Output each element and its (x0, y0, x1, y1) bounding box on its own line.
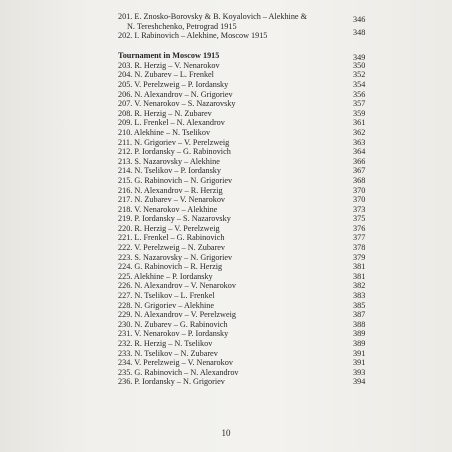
game-title: 236. P. Iordansky – N. Grigoriev (118, 377, 225, 387)
game-page-number: 361 (353, 118, 366, 128)
game-page-number: 391 (353, 358, 366, 368)
game-page-number: 381 (353, 262, 366, 272)
game-page-number: 370 (353, 185, 366, 195)
game-page-number: 387 (353, 310, 366, 320)
game-page-number: 352 (353, 70, 366, 80)
contents-entry (118, 12, 380, 22)
game-page-number: 373 (353, 204, 366, 214)
game-page-number: 391 (353, 348, 366, 358)
game-title: 235. G. Rabinovich – N. Alexandrov (118, 367, 239, 377)
entry-page-number: 348 (353, 28, 366, 38)
game-page-number: 388 (353, 319, 366, 329)
entry-title: 202. I. Rabinovich – Alekhine, Moscow 1915 (118, 31, 268, 41)
game-entry (118, 90, 380, 100)
game-entry (118, 157, 380, 167)
game-entry (118, 262, 380, 272)
game-page-number: 367 (353, 166, 366, 176)
game-title: 228. N. Grigoriev – Alekhine (118, 300, 214, 310)
game-page-number: 375 (353, 214, 366, 224)
game-entry (118, 80, 380, 90)
game-page-number: 378 (353, 243, 366, 253)
game-page-number: 383 (353, 291, 366, 301)
game-entry (118, 349, 380, 359)
game-page-number: 356 (353, 89, 366, 99)
game-title: 210. Alekhine – N. Tselikov (118, 127, 211, 137)
game-page-number: 385 (353, 300, 366, 310)
game-title: 221. L. Frenkel – G. Rabinovich (118, 233, 225, 243)
game-entry (118, 70, 380, 80)
game-entry (118, 61, 380, 71)
game-title: 217. N. Zubarev – V. Nenarokov (118, 195, 226, 205)
game-entry (118, 272, 380, 282)
game-page-number: 354 (353, 79, 366, 89)
game-page-number: 364 (353, 147, 366, 157)
game-entry (118, 377, 380, 387)
game-entry (118, 186, 380, 196)
game-page-number: 389 (353, 339, 366, 348)
game-page-number: 393 (353, 367, 366, 377)
game-title: 214. N. Tselikov – P. Iordansky (118, 166, 221, 176)
game-entry (118, 358, 380, 368)
game-title: 216. N. Alexandrov – R. Herzig (118, 185, 223, 195)
game-title: 209. L. Frenkel – N. Alexandrov (118, 118, 225, 128)
game-entry (118, 281, 380, 291)
entry-title: N. Tereshchenko, Petrograd 1915 (127, 21, 237, 31)
game-page-number: 362 (353, 127, 366, 137)
game-entry (118, 233, 380, 243)
game-title: 220. R. Herzig – V. Perelzweig (118, 223, 220, 233)
game-title: 215. G. Rabinovich – N. Grigoriev (118, 175, 233, 185)
game-title: 204. N. Zubarev – L. Frenkel (118, 70, 214, 80)
game-entry (118, 99, 380, 109)
game-title: 223. S. Nazarovsky – N. Grigoriev (118, 252, 233, 262)
game-title: 224. G. Rabinovich – R. Herzig (118, 262, 223, 272)
game-page-number: 379 (353, 252, 366, 262)
game-entry (118, 368, 380, 378)
game-title: 231. V. Nenarokov – P. Iordansky (118, 329, 229, 339)
game-page-number: 376 (353, 223, 366, 233)
game-entry (118, 310, 380, 320)
game-title: 207. V. Nenarokov – S. Nazarovsky (118, 99, 236, 109)
contents-entry (118, 28, 380, 41)
game-entry (118, 301, 380, 311)
entry-page-number: 346 (353, 15, 366, 24)
game-entry (118, 205, 380, 215)
contents-entry-continuation (118, 22, 380, 32)
game-entry (118, 320, 380, 330)
game-page-number: 350 (353, 60, 366, 70)
game-title: 206. N. Alexandrov – N. Grigoriev (118, 89, 233, 99)
game-title: 203. R. Herzig – V. Nenarokov (118, 60, 220, 70)
game-title: 213. S. Nazarovsky – Alekhine (118, 156, 220, 166)
game-page-number: 370 (353, 195, 366, 205)
entry-title: 201. E. Znosko-Borovsky & B. Koyalovich – Alekhine & (118, 12, 307, 21)
game-title: 218. V. Nenarokov – Alekhine (118, 204, 218, 214)
game-entry (118, 253, 380, 263)
game-entry (118, 291, 380, 301)
game-title: 208. R. Herzig – N. Zubarev (118, 108, 212, 118)
game-title: 233. N. Tselikov – N. Zubarev (118, 348, 218, 358)
game-title: 226. N. Alexandrov – V. Nenarokov (118, 281, 236, 291)
contents-list (118, 12, 380, 387)
game-page-number: 368 (353, 175, 366, 185)
section-heading (118, 50, 380, 61)
game-title: 227. N. Tselikov – L. Frenkel (118, 291, 215, 301)
game-entry (118, 195, 380, 205)
game-entry (118, 176, 380, 186)
game-entry (118, 118, 380, 128)
game-page-number: 382 (353, 281, 366, 291)
game-entry (118, 166, 380, 176)
game-title: 232. R. Herzig – N. Tselikov (118, 339, 213, 348)
page-number-footer: 10 (221, 428, 231, 438)
game-entry (118, 109, 380, 119)
game-title: 211. N. Grigoriev – V. Perelzweig (118, 137, 230, 147)
game-entry (118, 329, 380, 339)
game-page-number: 389 (353, 329, 366, 339)
game-page-number: 366 (353, 156, 366, 166)
game-page-number: 363 (353, 137, 366, 147)
game-title: 229. N. Alexandrov – V. Perelzweig (118, 310, 236, 320)
game-title: 219. P. Iordansky – S. Nazarovsky (118, 214, 231, 224)
game-title: 212. P. Iordansky – G. Rabinovich (118, 147, 231, 157)
game-entry (118, 138, 380, 148)
game-page-number: 381 (353, 271, 366, 281)
game-list (118, 61, 380, 387)
game-page-number: 377 (353, 233, 366, 243)
game-entry (118, 243, 380, 253)
game-entry (118, 339, 380, 349)
section-page-number: 349 (353, 52, 366, 62)
game-page-number: 357 (353, 99, 366, 109)
game-entry (118, 147, 380, 157)
game-entry (118, 224, 380, 234)
game-title: 225. Alekhine – P. Iordansky (118, 271, 213, 281)
game-title: 230. N. Zubarev – G. Rabinovich (118, 319, 228, 329)
game-entry (118, 214, 380, 224)
game-page-number: 394 (353, 377, 366, 387)
game-entry (118, 128, 380, 138)
section-title: Tournament in Moscow 1915 (118, 50, 220, 60)
game-title: 205. V. Perelzweig – P. Iordansky (118, 79, 229, 89)
game-page-number: 359 (353, 108, 366, 118)
game-title: 234. V. Perelzweig – V. Nenarokov (118, 358, 233, 368)
game-title: 222. V. Perelzweig – N. Zubarev (118, 243, 226, 253)
